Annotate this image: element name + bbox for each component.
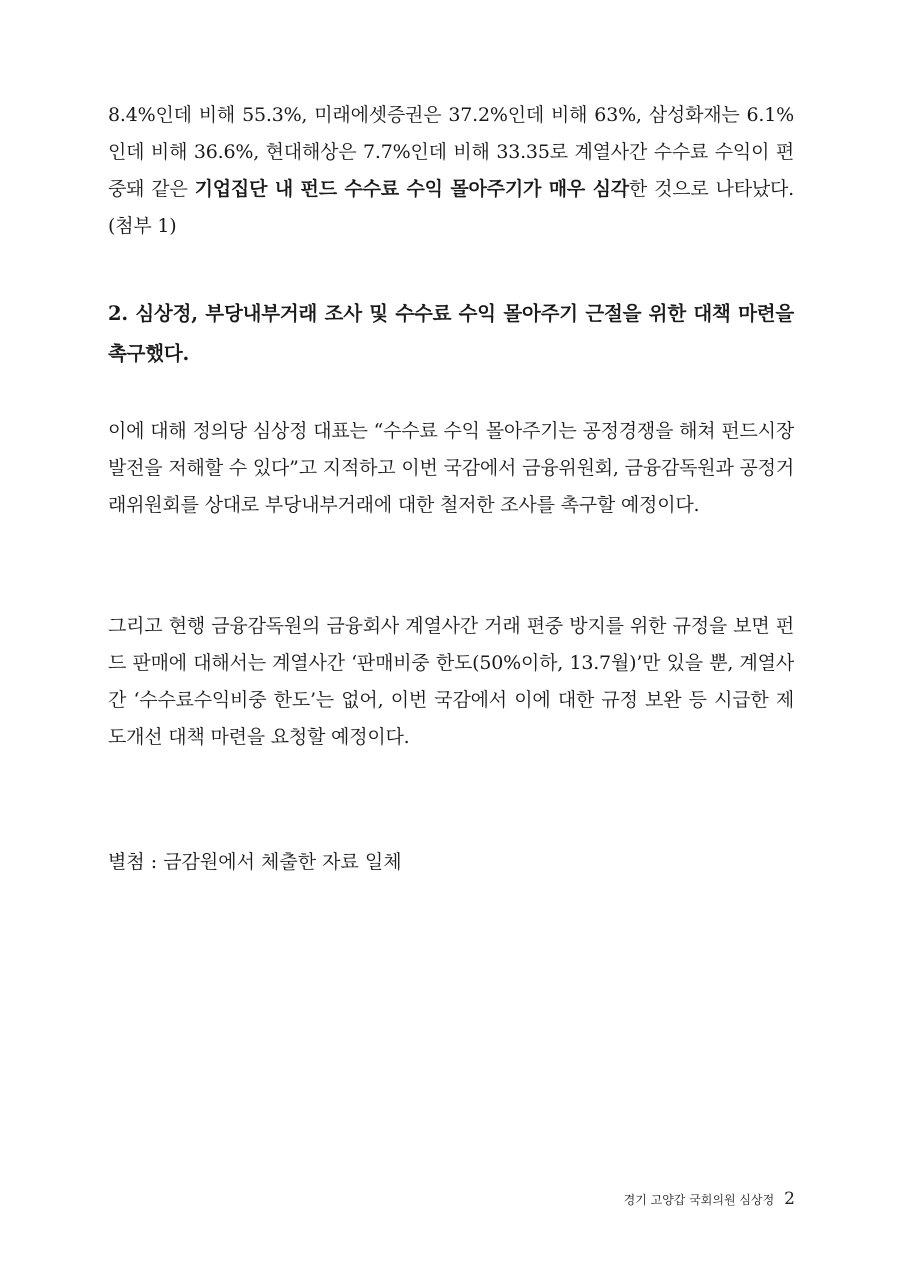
paragraph-1-emphasis: 기업집단 내 펀드 수수료 수익 몰아주기가 매우 심각	[194, 178, 629, 200]
footer-office: 경기 고양갑 국회의원 심상정	[623, 1193, 775, 1207]
page-number: 2	[784, 1189, 795, 1209]
body-paragraph-2: 이에 대해 정의당 심상정 대표는 “수수료 수익 몰아주기는 공정경쟁을 해쳐 펀드시장 발전을 저해할 수 있다”고 지적하고 이번 국감에서 금융위원회, 금융감독원과 공정거래위원회를 상대로 부당내부거래에 대한 철저한 조사를 촉구할 예정이다.	[108, 420, 794, 516]
paragraph-1-text: 8.4%인데 비해 55.3%, 미래에셋증권은 37.2%인데 비해 63%, 삼성화재는 6.1%인데 비해 36.6%, 현대해상은 7.7%인데 비해 33.35로 계열사간 수수료 수익이 편중돼 같은	[108, 104, 794, 200]
attachment-note: 별첨 : 금감원에서 체출한 자료 일체	[108, 851, 402, 873]
body-paragraph-1	[108, 97, 794, 245]
paragraph-1-text-end: 한 것으로 나타났다. (첨부 1)	[108, 178, 794, 237]
body-paragraph-3: 그리고 현행 금융감독원의 금융회사 계열사간 거래 편중 방지를 위한 규정을 보면 펀드 판매에 대해서는 계열사간 ‘판매비중 한도(50%이하, 13.7월)’만 있을 뿐, 계열사간 ‘수수료수익비중 한도’는 없어, 이번 국감에서 이에 대한 규정 보완 등 시급한 제도개선 대책 마련을 요청할 예정이다.	[108, 615, 794, 748]
page-footer	[624, 1187, 795, 1212]
section-heading: 2. 심상정, 부당내부거래 조사 및 수수료 수익 몰아주기 근절을 위한 대책 마련을 촉구했다.	[108, 302, 794, 365]
